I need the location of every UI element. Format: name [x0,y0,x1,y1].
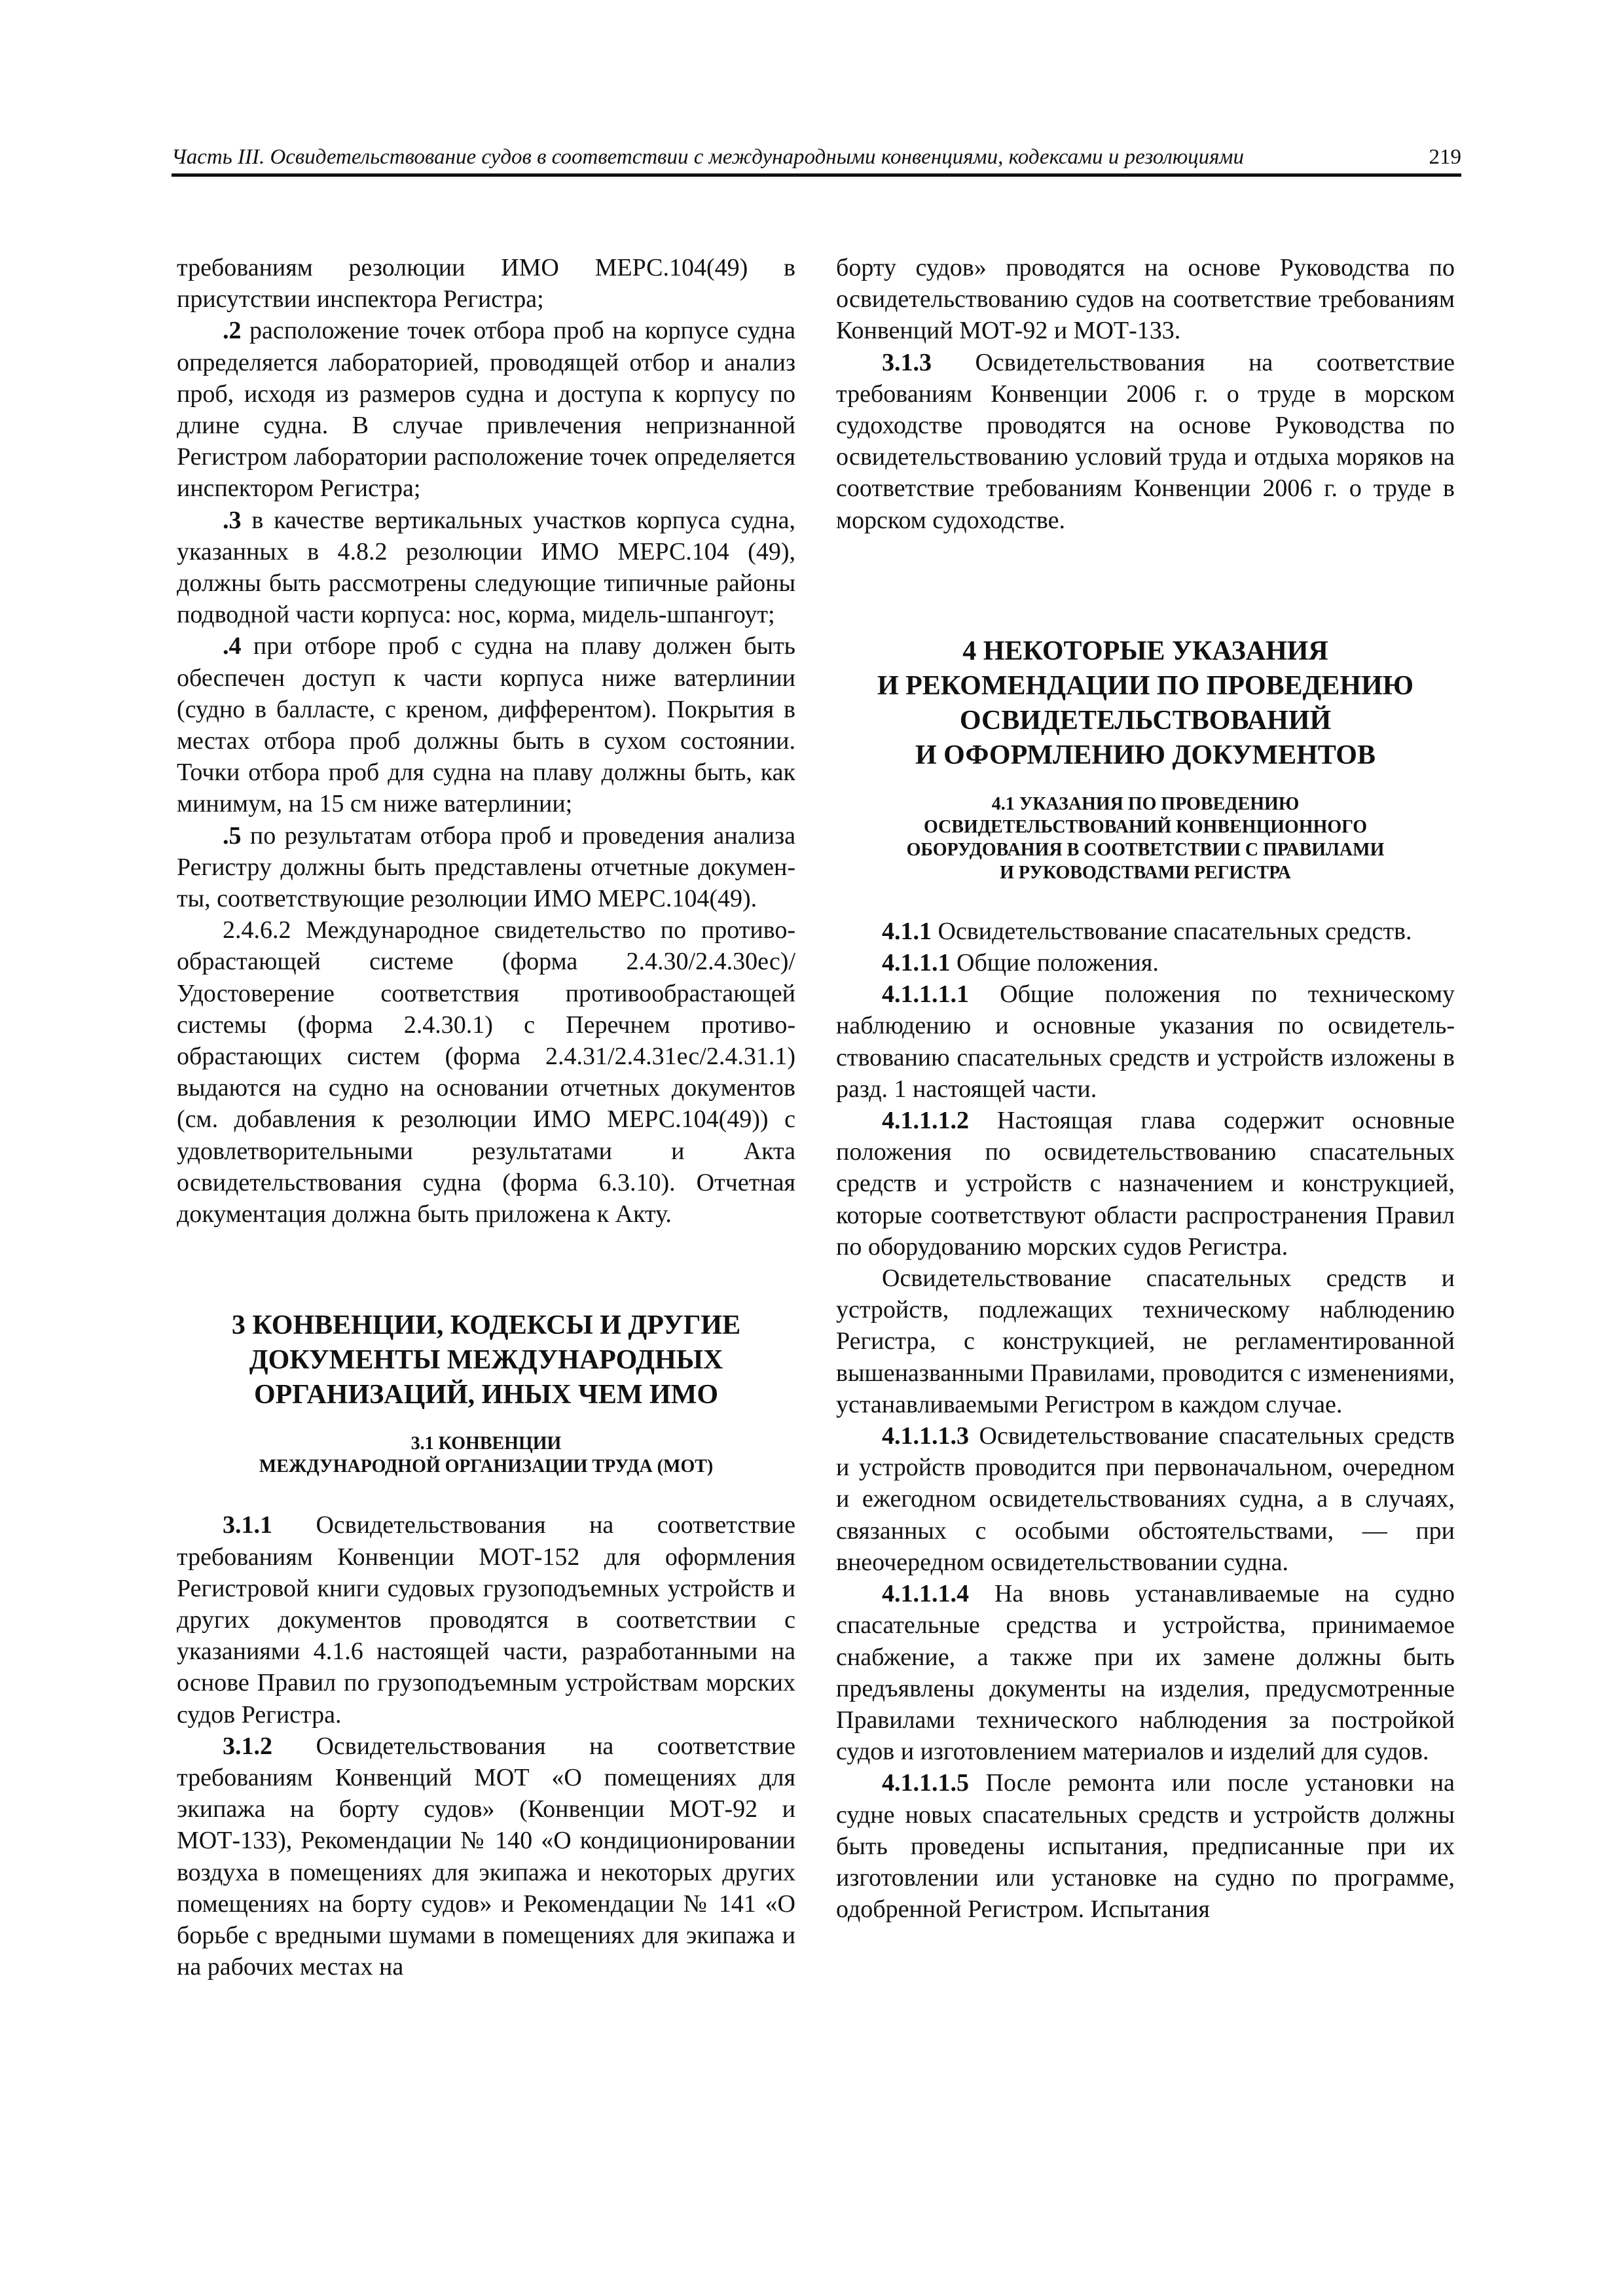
clause-number: 4.1.1.1.1 [882,980,969,1009]
paragraph-text: Освидетельствования на соответствие требованиям Конвенции МОТ-152 для оформления Регистровой книги судовых грузоподъемных устройств и других документов проводятся в соответствии с указаниями 4.1.6 настоящей части, разработанными на основе Правил по грузоподъемным устройствам морских судов Регистра. [177,1511,795,1729]
item-number: .4 [223,632,242,660]
section-heading-4 [836,634,1455,773]
paragraph-text: Освидетельствование спасательных средств и устройств проводится при первоначальном, очередном и ежегодном освидетельствованиях судна, а в случаях, связанных с особыми обстоятельствами, — при внеочередном освидетельствовании судна. [836,1422,1455,1576]
paragraph [177,820,795,915]
page-number: 219 [1429,145,1461,169]
heading-line: 4.1 УКАЗАНИЯ ПО ПРОВЕДЕНИЮ [991,793,1300,814]
paragraph [836,978,1455,1105]
heading-line: ОСВИДЕТЕЛЬСТВОВАНИЙ [959,705,1332,736]
paragraph [177,1731,795,1983]
paragraph [836,347,1455,536]
paragraph-text: Освидетельствование спасательных средств. [932,917,1412,945]
paragraph-text: Общие положения по техническому наблюдению и основные указания по освидетельствованию спасательных средств и устройств изложены в разд. 1 настоящей части. [836,980,1455,1103]
heading-line: И РЕКОМЕНДАЦИИ ПО ПРОВЕДЕНИЮ [877,670,1414,701]
header-title: Часть III. Освидетельствование судов в соответствии с международными конвенциями, кодексами и резолюциями [172,145,1244,169]
clause-number: 4.1.1.1.4 [882,1580,969,1608]
item-number: .3 [223,506,242,534]
right-column [836,252,1455,1925]
heading-line: 3 КОНВЕНЦИИ, КОДЕКСЫ И ДРУГИЕ [231,1310,741,1341]
paragraph-text: по результатам отбора проб и проведения анализа Регистру должны быть представлены отчетные документы, соответствующие резолюции ИМО МЕРС.104(49). [177,821,795,913]
paragraph-text: Настоящая глава содержит основные положения по освидетельствованию спасательных средств и устройств с назначением и конструкцией, которые соответствуют области распространения Правил по оборудованию морских судов Регистра. [836,1107,1455,1261]
clause-number: 4.1.1.1 [882,949,951,977]
clause-number: 4.1.1.1.5 [882,1769,969,1797]
paragraph [177,505,795,631]
paragraph-text: На вновь устанавливаемые на судно спасательные средства и устройства, принимаемое снабжение, а также при их замене должны быть предъявлены документы на изделия, предусмотренные Правилами технического наблюдения за постройкой судов и изготовлением материалов и изделий для судов. [836,1580,1455,1766]
clause-number: 4.1.1.1.2 [882,1107,969,1135]
paragraph [177,630,795,819]
paragraph: борту судов» проводятся на основе Руководства по освидетельствованию судов на соответствие требованиям Конвенций МОТ-92 и МОТ-133. [836,254,1455,345]
paragraph-text: Освидетельствования на соответствие требованиям Конвенций МОТ «О помещениях для экипажа на борту судов» (Конвенции МОТ-92 и МОТ-133), Рекомендации № 140 «О кондиционировании воздуха в помещениях для экипажа и некоторых других помещениях на борту судов» и Рекомендации № 141 «О борьбе с вредными шумами в помещениях для экипажа и на рабочих местах на [177,1732,795,1981]
subsection-heading-4-1 [836,793,1455,884]
paragraph: Освидетельствование спасательных средств и устройств, подлежащих техническому наблюдению Регистра, с конструкцией, не регламентированной вышеназванными Правилами, проводится с изменениями, устанавливаемыми Регистром в каждом случае. [836,1265,1455,1418]
section-heading-3 [177,1308,795,1412]
paragraph [836,947,1455,978]
heading-line: ОРГАНИЗАЦИЙ, ИНЫХ ЧЕМ ИМО [253,1380,719,1410]
heading-line: И РУКОВОДСТВАМИ РЕГИСТРА [1000,862,1291,883]
paragraph-text: Освидетельствования на соответствие требованиям Конвенции 2006 г. о труде в морском судоходстве проводятся на основе Руководства по освидетельствованию условий труда и отдыха моряков на соответствие требованиям Конвенции 2006 г. о труде в морском судоходстве. [836,348,1455,534]
paragraph [836,1105,1455,1263]
paragraph [836,916,1455,947]
paragraph-text: в качестве вертикальных участков корпуса судна, указанных в 4.8.2 резолюции ИМО МЕРС.104 (49), должны быть рассмотрены следующие типичные районы подводной части корпуса: нос, корма, мидель-шпангоут; [177,506,795,629]
paragraph [836,1767,1455,1925]
paragraph: требованиям резолюции ИМО МЕРС.104(49) в присутствии инспектора Регистра; [177,254,795,314]
heading-line: 3.1 КОНВЕНЦИИ [410,1433,562,1454]
paragraph [836,1578,1455,1767]
heading-line: ОСВИДЕТЕЛЬСТВОВАНИЙ КОНВЕНЦИОННОГО [923,816,1368,837]
heading-line: ДОКУМЕНТЫ МЕЖДУНАРОДНЫХ [249,1345,723,1376]
paragraph-text: расположение точек отбора проб на корпусе судна определяется лабораторией, проводящей отбор и анализ проб, исходя из размеров судна и доступа к корпусу по длине судна. В случае привлечения непризнанной Регистром лаборатории расположение точек определяется инспектором Регистра; [177,317,795,503]
heading-line: МЕЖДУНАРОДНОЙ ОРГАНИЗАЦИИ ТРУДА (МОТ) [259,1456,714,1477]
clause-number: 3.1.1 [223,1511,272,1539]
item-number: .2 [223,317,242,345]
heading-line: 4 НЕКОТОРЫЕ УКАЗАНИЯ [962,636,1328,666]
paragraph [836,1420,1455,1578]
paragraph-text: при отборе проб с судна на плаву должен быть обеспечен доступ к части корпуса ниже ватерлинии (судно в балласте, с креном, дифферентом). Покрытия в местах отбора проб должны быть в сухом состоянии. Точки отбора проб для судна на плаву должны быть, как минимум, на 15 см ниже ватерлинии; [177,632,795,818]
paragraph [177,1509,795,1730]
clause-number: 4.1.1.1.3 [882,1422,969,1450]
heading-line: ОБОРУДОВАНИЯ В СООТВЕТСТВИИ С ПРАВИЛАМИ [906,839,1385,860]
running-header [172,145,1461,177]
paragraph-text: Общие положения. [950,949,1159,977]
subsection-heading-3-1 [177,1432,795,1478]
paragraph [177,315,795,504]
clause-number: 3.1.3 [882,348,932,376]
clause-number: 4.1.1 [882,917,932,945]
item-number: .5 [223,821,242,850]
left-column [177,252,795,1982]
heading-line: И ОФОРМЛЕНИЮ ДОКУМЕНТОВ [915,740,1376,770]
paragraph: 2.4.6.2 Международное свидетельство по противообрастающей системе (форма 2.4.30/2.4.30ес)/ Удостоверение соответствия противообрастающей системы (форма 2.4.30.1) с Перечнем противообрастающих систем (форма 2.4.31/2.4.31ес/2.4.31.1) выдаются на судно на основании отчетных документов (см. добавления к резолюции ИМО МЕРС.104(49)) с удовлетворительными результатами и Акта освидетельствования судна (форма 6.3.10). Отчетная документация должна быть приложена к Акту. [177,916,795,1229]
clause-number: 3.1.2 [223,1732,272,1760]
paragraph-text: После ремонта или после установки на судне новых спасательных средств и устройств должны быть проведены испытания, предписанные при их изготовлении или установке на судно по программе, одобренной Регистром. Испытания [836,1769,1455,1924]
